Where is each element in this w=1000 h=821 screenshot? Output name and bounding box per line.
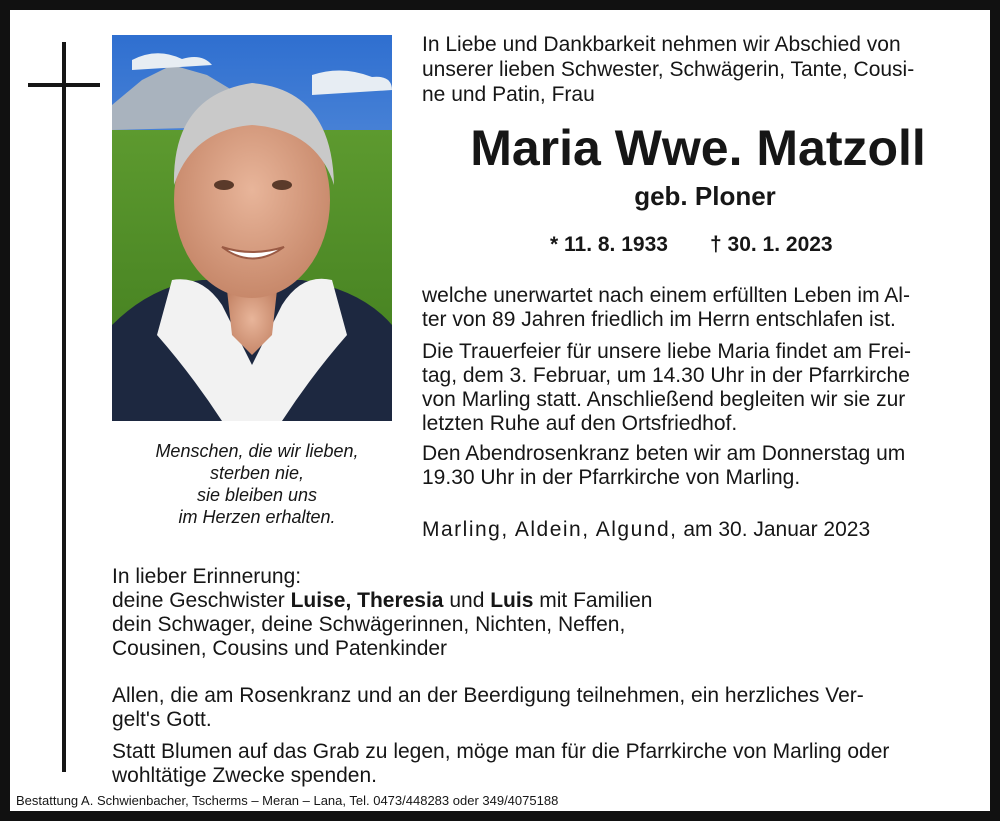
paragraph-line: ter von 89 Jahren friedlich im Herrn entschlafen ist. <box>422 308 896 331</box>
mourners-text: deine Geschwister <box>112 589 285 612</box>
birth-date: * 11. 8. 1933 <box>550 233 668 256</box>
intro-line: ne und Patin, Frau <box>422 83 595 106</box>
mourners-list <box>112 565 972 661</box>
donation-line: Statt Blumen auf das Grab zu legen, möge man für die Pfarrkirche von Marling oder <box>112 740 890 763</box>
memorial-quote <box>112 440 402 528</box>
death-date: † 30. 1. 2023 <box>710 233 833 256</box>
thanks-line: gelt's Gott. <box>112 708 212 731</box>
quote-line: Menschen, die wir lieben, <box>155 441 359 461</box>
funeral-service-paragraph <box>422 340 974 436</box>
places: Marling, Aldein, Algund, <box>422 518 678 541</box>
funeral-home-footer: Bestattung A. Schwienbacher, Tscherms – Meran – Lana, Tel. 0473/448283 oder 349/4075188 <box>16 793 559 808</box>
thanks-line: Allen, die am Rosenkranz und an der Beerdigung teilnehmen, ein herzliches Ver- <box>112 684 864 707</box>
paragraph-line: Die Trauerfeier für unsere liebe Maria findet am Frei- <box>422 340 912 363</box>
intro-line: In Liebe und Dankbarkeit nehmen wir Abschied von <box>422 33 901 56</box>
mourners-heading: In lieber Erinnerung: <box>112 565 302 588</box>
sibling-names: Luise, Theresia <box>290 589 444 612</box>
thanks-section <box>112 684 972 788</box>
paragraph-line: welche unerwartet nach einem erfüllten Leben im Al- <box>422 284 910 307</box>
cross-vertical-bar <box>62 42 66 772</box>
rosary-paragraph <box>422 442 974 490</box>
sibling-name: Luis <box>490 589 534 612</box>
quote-line: sie bleiben uns <box>196 485 318 505</box>
donation-line: wohltätige Zwecke spenden. <box>112 764 377 787</box>
date: am 30. Januar 2023 <box>683 518 871 541</box>
deceased-name: Maria Wwe. Matzoll <box>470 120 926 176</box>
portrait-photo <box>112 35 392 421</box>
paragraph-line: letzten Ruhe auf den Ortsfriedhof. <box>422 412 738 435</box>
place-and-date <box>422 517 870 543</box>
paragraph-line: Den Abendrosenkranz beten wir am Donnerstag um <box>422 442 906 465</box>
quote-line: im Herzen erhalten. <box>178 507 336 527</box>
mourners-text: mit Familien <box>539 589 653 612</box>
paragraph-line: von Marling statt. Anschließend begleiten wir sie zur <box>422 388 906 411</box>
mourners-line: Cousinen, Cousins und Patenkinder <box>112 637 448 660</box>
maiden-name: geb. Ploner <box>634 181 776 211</box>
cross-horizontal-bar <box>28 83 100 87</box>
mourners-line: dein Schwager, deine Schwägerinnen, Nichten, Neffen, <box>112 613 626 636</box>
quote-line: sterben nie, <box>209 463 305 483</box>
paragraph-line: 19.30 Uhr in der Pfarrkirche von Marling. <box>422 466 801 489</box>
intro-text <box>422 32 974 107</box>
paragraph-line: tag, dem 3. Februar, um 14.30 Uhr in der Pfarrkirche <box>422 364 910 387</box>
death-notice-paragraph <box>422 284 974 332</box>
intro-line: unserer lieben Schwester, Schwägerin, Tante, Cousi- <box>422 58 915 81</box>
mourners-line <box>112 589 972 613</box>
mourners-text: und <box>449 589 485 612</box>
